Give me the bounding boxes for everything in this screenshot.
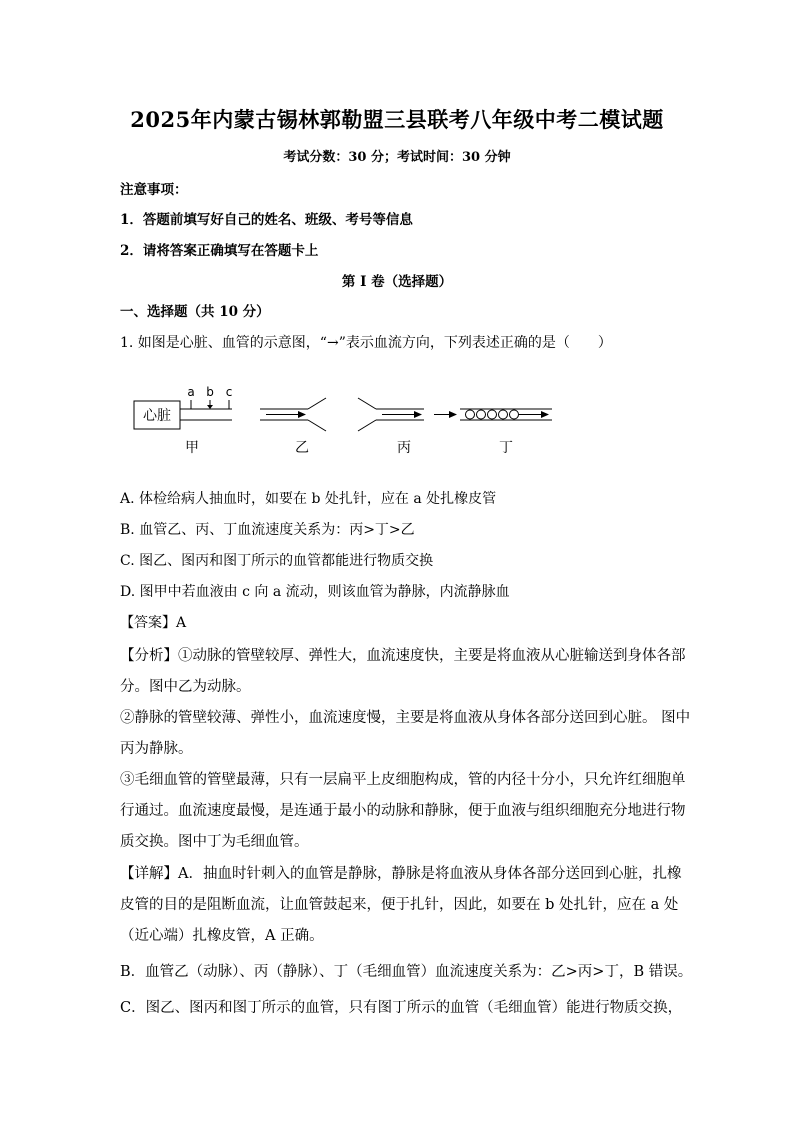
point-c-label: c: [225, 385, 233, 399]
point-a-label: a: [187, 385, 195, 399]
caption-bing: 丙: [397, 440, 411, 456]
question-stem: 1. 如图是心脏、血管的示意图，“→”表示血流方向，下列表述正确的是（ ）: [120, 335, 612, 351]
point-b-arrowhead: [207, 405, 213, 409]
artery-branch-up: [308, 398, 326, 409]
analysis-line-6: 行通过。血流速度最慢，是连通于最小的动脉和静脉，便于血液与组织细胞充分地进行物: [120, 803, 686, 819]
section-title: 一、选择题（共 10 分）: [120, 304, 270, 320]
red-cell-1: [466, 410, 475, 419]
red-cell-4: [499, 410, 508, 419]
analysis-line-3: ②静脉的管壁较薄、弹性小，血流速度慢，主要是将血液从身体各部分送回到心脏。 图中: [120, 710, 691, 726]
red-cell-2: [477, 410, 486, 419]
vessel-diagram: [128, 378, 568, 460]
detail-line-3: （近心端）扎橡皮管，A 正确。: [120, 928, 324, 944]
vein-branch-up: [358, 398, 376, 409]
heart-label: 心脏: [143, 408, 171, 424]
option-d: D. 图甲中若血液由 c 向 a 流动，则该血管为静脉，内流静脉血: [120, 584, 510, 600]
capillary-arrowhead: [541, 411, 549, 418]
analysis-line-2: 分。图中乙为动脉。: [120, 679, 251, 695]
detail-line-2: 皮管的目的是阻断血流，让血管鼓起来，便于扎针，因此，如要在 b 处扎针，应在 a 处: [120, 897, 679, 913]
artery-branch-down: [308, 420, 326, 431]
answer-line: 【答案】A: [120, 615, 187, 631]
option-b: B. 血管乙、丙、丁血流速度关系为：丙>丁>乙: [120, 522, 415, 538]
caption-yi: 乙: [295, 440, 309, 456]
notes-item-1: 1．答题前填写好自己的姓名、班级、考号等信息: [120, 212, 413, 228]
exam-subtitle: 考试分数：30 分；考试时间：30 分钟: [283, 150, 511, 165]
exam-title: 2025年内蒙古锡林郭勒盟三县联考八年级中考二模试题: [130, 107, 664, 132]
caption-ding: 丁: [499, 440, 513, 456]
analysis-line-1: 【分析】①动脉的管壁较厚、弹性大，血流速度快，主要是将血液从心脏输送到身体各部: [120, 648, 686, 664]
notes-heading: 注意事项：: [120, 182, 188, 198]
vein-branch-down: [358, 420, 376, 431]
volume-title: 第 I 卷（选择题）: [341, 274, 453, 290]
detail-line-1: 【详解】A．抽血时针刺入的血管是静脉，静脉是将血液从身体各部分送回到心脏，扎橡: [120, 866, 682, 882]
red-cell-5: [510, 410, 519, 419]
option-a: A. 体检给病人抽血时，如要在 b 处扎针，应在 a 处扎橡皮管: [120, 491, 497, 507]
detail-line-4: B．血管乙（动脉）、丙（静脉）、丁（毛细血管）血流速度关系为：乙>丙>丁，B 错误。: [120, 964, 693, 980]
option-c: C. 图乙、图丙和图丁所示的血管都能进行物质交换: [120, 553, 434, 569]
point-b-label: b: [206, 385, 214, 399]
red-cell-3: [488, 410, 497, 419]
vein-arrowhead: [414, 411, 422, 418]
caption-jia: 甲: [185, 440, 199, 456]
capillary-incoming-arrowhead: [449, 411, 457, 418]
analysis-line-5: ③毛细血管的管壁最薄，只有一层扁平上皮细胞构成，管的内径十分小，只允许红细胞单: [120, 772, 686, 788]
artery-arrowhead: [298, 411, 306, 418]
notes-item-2: 2．请将答案正确填写在答题卡上: [120, 243, 319, 259]
detail-line-5: C．图乙、图丙和图丁所示的血管，只有图丁所示的血管（毛细血管）能进行物质交换，: [120, 1000, 683, 1016]
analysis-line-4: 丙为静脉。: [120, 741, 193, 757]
analysis-line-7: 质交换。图中丁为毛细血管。: [120, 834, 309, 850]
